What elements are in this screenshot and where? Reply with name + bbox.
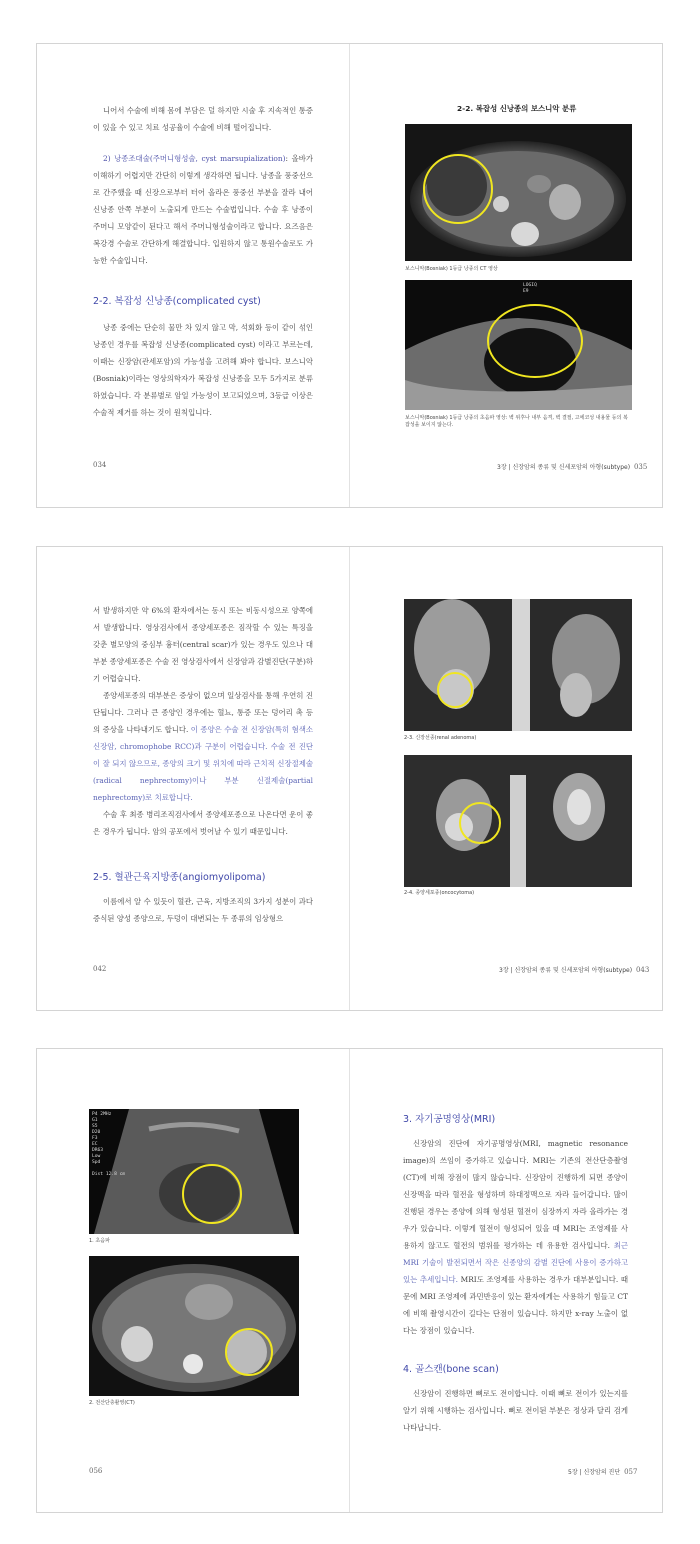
figure-caption: 2-3. 신장선종(renal adenoma)	[404, 735, 477, 741]
page-number: 056	[89, 1467, 103, 1475]
right-body-text-2	[403, 1385, 628, 1436]
highlighted-text: 이 종양은 수술 전 신장암(특히 혐색소 신장암, chromophobe RCC)과 구분이 어렵습니다. 수술 전 진단이 잘 되지 않으므로, 종양의 크기 및 위치에 따라 근치적 신장절제술(radical nephrectomy)이나 부분 신절제술(partial nephrectomy)로 치료합니다.	[93, 725, 313, 802]
paragraph: 수술 후 최종 병리조직검사에서 종양세포종으로 나온다면 운이 좋은 경우가 됩니다. 암의 공포에서 벗어날 수 있기 때문입니다.	[93, 810, 313, 836]
runner-text: 3장 | 신장암의 종류 및 신세포암의 아형(subtype)	[499, 967, 633, 974]
gutter	[349, 44, 350, 507]
page-number: 042	[93, 965, 107, 973]
paragraph	[93, 150, 313, 269]
paragraph-text: MRI도 조영제를 사용하는 경우가 대부분입니다. 때문에 MRI 조영제에 과민반응이 있는 환자에게는 사용하기 힘들고 CT에 비해 촬영시간이 길다는 단점이 있습니다. 하지만 x-ray 노출이 없다는 장점이 있습니다.	[403, 1275, 628, 1335]
highlight-circle	[437, 672, 473, 708]
paragraph-text: : 올바가 이해하기 어렵지만 간단히 이렇게 생각하면 됩니다. 낭종을 풍중선으로 간주했을 때 신장으로부터 터어 올라온 풍중선 부분을 잘라 내어 신낭종 안쪽 부분이 노출되게 만드는 수술법입니다. 수술 후 낭종이 주머니 모양같이 된다고 해서 주머니형성술이라고 합니다. 요즈음은 복강경 수술로 간단하게 해결합니다. 입원하지 않고 통원수술로도 가능한 수술입니다.	[93, 154, 313, 265]
ct-scan-image	[405, 124, 632, 261]
book-spread-1	[36, 43, 663, 508]
book-spread-3	[36, 1048, 663, 1513]
running-footer	[497, 462, 647, 471]
highlight-circle	[423, 154, 493, 224]
page-number: 057	[624, 1468, 638, 1476]
ultrasound-image	[405, 280, 632, 410]
ct-coronal-image	[404, 599, 632, 731]
ultrasound-image	[89, 1109, 299, 1234]
page-number: 034	[93, 461, 107, 469]
highlight-circle	[459, 802, 501, 844]
left-body-text	[93, 602, 313, 840]
paragraph: 서 발생하지만 약 6%의 환자에서는 동시 또는 비동시성으로 양쪽에서 발생합니다. 영상검사에서 종양세포종은 짐작할 수 있는 특징을 갖춘 별모양의 중심부 흉터(central scar)가 있는 경우도 있으나 대부분 종양세포종은 수술 전 영상검사에서 신장암과 감별진단(구분)하기 어렵습니다.	[93, 606, 313, 683]
ultrasound-label: LOGIQ E9	[523, 283, 537, 294]
section-heading: 2-5. 혈관근육지방종(angiomyolipoma)	[93, 872, 266, 883]
figure-caption: 2-4. 종양세포종(oncocytoma)	[404, 890, 475, 896]
book-spread-2	[36, 546, 663, 1011]
ct-coronal-graphic	[404, 599, 632, 731]
ct-axial-image	[404, 755, 632, 887]
figure-caption: 1. 초음파	[89, 1238, 110, 1244]
paragraph	[403, 1135, 628, 1339]
ct-scan-graphic	[89, 1256, 299, 1396]
paragraph-text: 종양세포종의 대부분은 증상이 없으며 일상검사를 통해 우연히 진단됩니다. 그러나 큰 종양인 경우에는 혈뇨, 통증 또는 덩어리 촉 등의 증상을 나타내기도 합니다.	[93, 691, 313, 734]
highlight-circle	[225, 1328, 273, 1376]
right-body-text	[403, 1135, 628, 1339]
paragraph-text: 신장암의 진단에 자기공명영상(MRI, magnetic resonance image)의 쓰임이 증가하고 있습니다. MRI는 기존의 전산단층촬영(CT)에 비해 장점이 많지 않습니다. 신장암이 진행하게 되면 종양이 신장맥을 따라 혈전을 형성하며 하대정맥으로 자라 들어갑니다. 많이 진행된 경우는 종양에 의해 형성된 혈전이 심장까지 자라 올라가는 경우가 있습니다. 이렇게 혈전이 형성되어 있을 때 MRI는 조영제를 사용하지 않고도 혈전의 범위를 평가하는 데 유용한 검사입니다.	[403, 1139, 628, 1250]
gutter	[349, 1049, 350, 1512]
page-number: 035	[633, 463, 648, 471]
ct-axial-graphic	[404, 755, 632, 887]
page-number: 043	[635, 966, 650, 974]
section-heading: 4. 골스캔(bone scan)	[403, 1364, 499, 1375]
highlight-circle	[182, 1164, 242, 1224]
running-footer	[499, 965, 649, 974]
subheading: 2) 낭종조대술(주머니형성술, cyst marsupialization)	[103, 154, 286, 163]
paragraph	[93, 687, 313, 806]
paragraph: 니어서 수술에 비해 몸에 부담은 덜 하지만 시술 후 지속적인 통증이 있을 수 있고 치료 성공율이 수술에 비해 떨어집니다.	[93, 106, 313, 132]
figure-caption: 2. 전산단층촬영(CT)	[89, 1400, 135, 1406]
section-heading: 3. 자기공명영상(MRI)	[403, 1114, 496, 1125]
ultrasound-overlay-text: P4 2MHz G1 S5 D20 F3 EC DR63 Low Spd Dist 12.8 cm	[92, 1112, 126, 1177]
highlighted-text: 최근 MRI 기술이 발전되면서 작은 신종양의 감별 진단에 사용이 증가하고 있는 추세입니다.	[403, 1241, 628, 1284]
figure-caption: 보스니악(Bosniak) 1등급 낭종의 CT 영상	[405, 266, 498, 272]
left-body-text	[93, 102, 313, 269]
section-heading: 2-2. 복잡성 신낭종(complicated cyst)	[93, 296, 261, 307]
running-footer	[568, 1467, 637, 1476]
gutter	[349, 547, 350, 1010]
left-body-text-2	[93, 893, 313, 927]
paragraph: 이름에서 알 수 있듯이 혈관, 근육, 지방조직의 3가지 성분이 과다 증식된 양성 종양으로, 두덩이 대변되는 두 종류의 임상형으	[93, 897, 313, 923]
paragraph: 신장암이 진행하면 뼈로도 전이합니다. 이때 뼈로 전이가 있는지를 알기 위해 시행하는 검사입니다. 뼈로 전이된 부분은 정상과 달리 검게 나타납니다.	[403, 1389, 628, 1432]
left-body-text-2	[93, 319, 313, 421]
figure-title: 2-2. 복잡성 신낭종의 보스니악 분류	[457, 104, 577, 113]
paragraph: 낭종 중에는 단순히 물만 차 있지 않고 막, 석회화 등이 같이 섞인 낭종인 경우를 복잡성 신낭종(complicated cyst) 이라고 부르는데, 이때는 신장암(관세포암)의 가능성을 고려해 봐야 합니다. 보스니악(Bosniak)이라는 영상의학자가 복잡성 신낭종을 모두 5가지로 분류하였습니다. 각 분류별로 암일 가능성이 보고되었으며, 3등급 이상은 수술적 제거를 하는 것이 원칙입니다.	[93, 323, 313, 417]
runner-text: 5장 | 신장암의 진단	[568, 1469, 621, 1476]
figure-caption: 보스니악(Bosniak) 1등급 낭종의 초음파 영상: 벽 위후나 내부 음격, 벽 결절, 고에코성 내용물 등의 복잡성을 보이지 않는다.	[405, 415, 628, 428]
ct-scan-image	[89, 1256, 299, 1396]
highlight-circle	[487, 304, 583, 378]
runner-text: 3장 | 신장암의 종류 및 신세포암의 아형(subtype)	[497, 464, 631, 471]
